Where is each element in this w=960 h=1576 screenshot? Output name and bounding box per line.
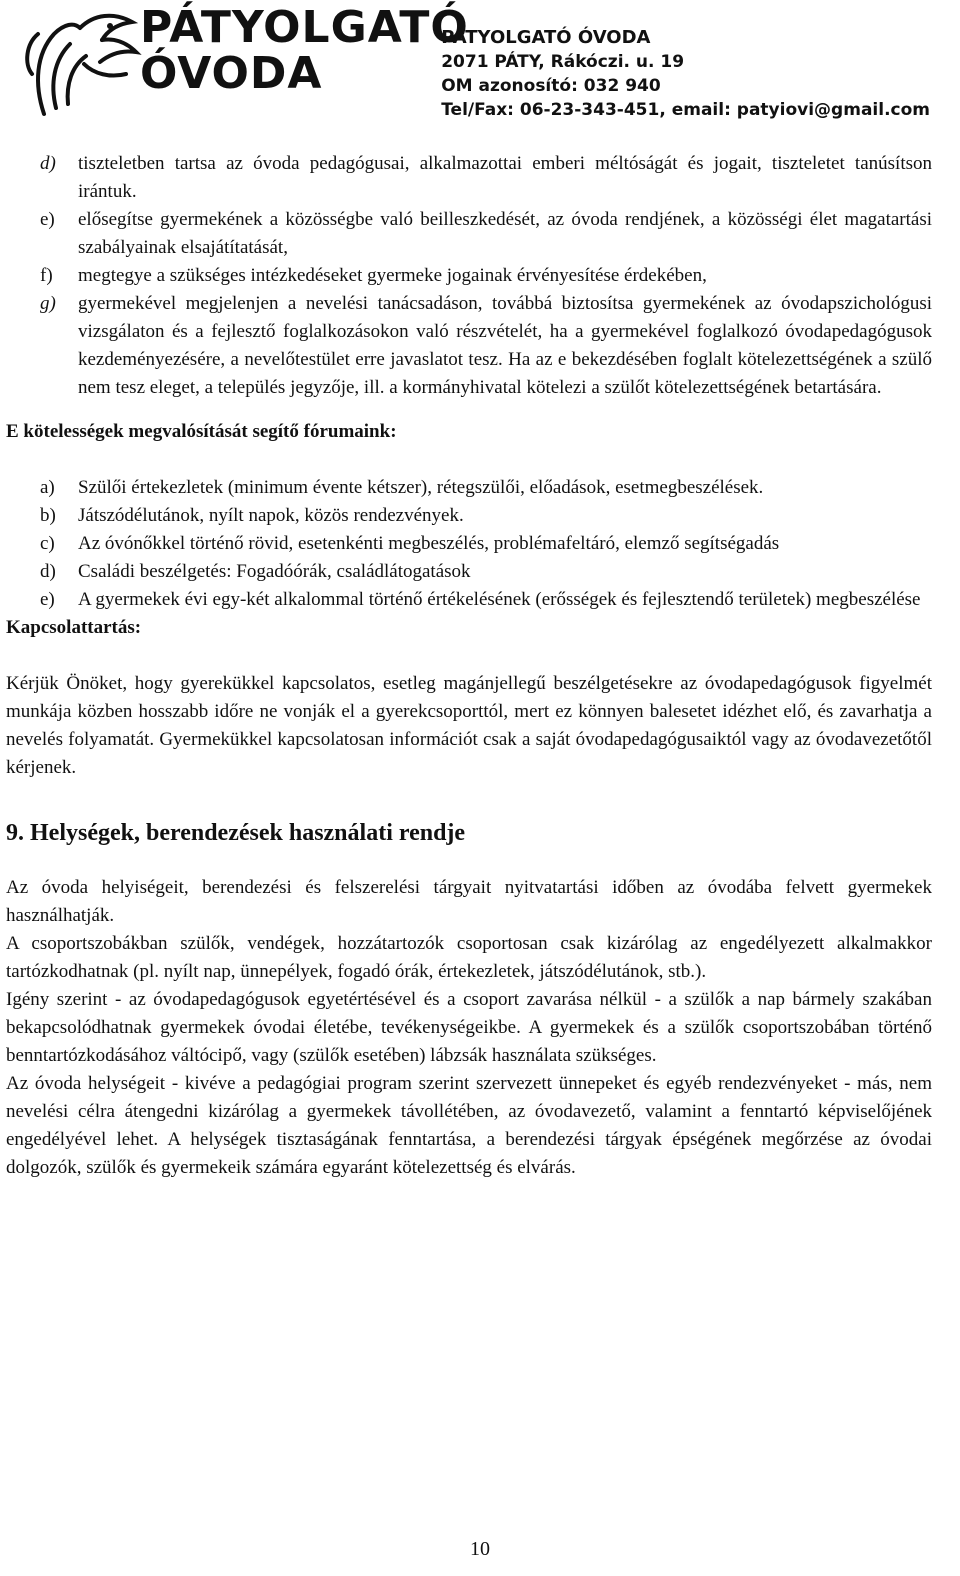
list-item (0, 290, 960, 402)
hand-dove-logo-icon (14, 4, 154, 124)
page-header (0, 0, 960, 136)
list-letter: c) (40, 533, 55, 554)
list-letter: d) (40, 561, 56, 582)
list-item (0, 206, 960, 262)
contact-address: 2071 PÁTY, Rákóczi. u. 19 (441, 52, 685, 72)
list-text: elősegítse gyermekének a közösségbe való beilleszkedését, az óvoda rendjének, a közösségi élet magatartási szabályainak elsajátítatását, (78, 209, 932, 258)
contact-tel: Tel/Fax: 06-23-343-451, email: patyiovi@gmail.com (441, 100, 930, 120)
section-9-paragraph: Igény szerint - az óvodapedagógusok egyetértésével és a csoport zavarása nélkül - a szülők a nap bármely szakában bekapcsolódhatnak gyermekek óvodai életébe, tevékenységeikbe. A gyermekek és a szülők csoportszobában történő benntartózkodásához váltócipő, vagy (szülők esetében) lábzsák használata szükséges. (6, 989, 932, 1066)
list-item (0, 586, 960, 614)
list-text: gyermekével megjelenjen a nevelési tanácsadáson, továbbá biztosítsa gyermekének az óvodapszichológusi vizsgálaton és a fejlesztő foglalkozásokon való részvételét, ha a gyermekével foglalkozó óvodapedagógusok kezdeményezésére, a nevelőtestület erre javaslatot tesz. Ha az e bekezdésében foglalt kötelezettségének a szülő nem tesz eleget, a település jegyzője, ill. a kormányhivatal kötelezi a szülőt kötelezettségének betartására. (78, 293, 932, 398)
list-text: megtegye a szükséges intézkedéseket gyermeke jogainak érvényesítése érdekében, (78, 265, 707, 286)
forums-section-title: E kötelességek megvalósítását segítő fórumaink: (6, 421, 397, 442)
section-9-paragraph: A csoportszobákban szülők, vendégek, hozzátartozók csoportosan csak kizárólag az engedélyezett alkalmakkor tartózkodhatnak (pl. nyílt nap, ünnepélyek, fogadó órák, értekezletek, játszódélutánok, stb.). (6, 933, 932, 982)
list-item (0, 558, 960, 586)
contact-om: OM azonosító: 032 940 (441, 76, 661, 96)
list-item (0, 150, 960, 206)
list-item (0, 530, 960, 558)
list-item (0, 474, 960, 502)
list-letter: f) (40, 265, 53, 286)
list-text: Szülői értekezletek (minimum évente kétszer), rétegszülői, előadások, esetmegbeszélések. (78, 477, 764, 498)
kapcsolattartas-paragraph: Kérjük Önöket, hogy gyerekükkel kapcsolatos, esetleg magánjellegű beszélgetésekre az óvodapedagógusok figyelmét munkája közben hosszabb időre ne vonják el a gyerekcsoporttól, mert ez könnyen balesetet idézhet elő, és zavarhatja a nevelés folyamatát. Gyermekükkel kapcsolatosan információt csak a saját óvodapedagógusaiktól vagy az óvodavezetőtől kérjenek. (6, 673, 932, 778)
section-9-title: 9. Helységek, berendezések használati rendje (6, 820, 466, 846)
list-letter: a) (40, 477, 55, 498)
forums-list (0, 474, 960, 614)
list-letter: e) (40, 209, 55, 230)
list-item (0, 502, 960, 530)
kapcsolattartas-heading: Kapcsolattartás: (6, 617, 142, 638)
list-item (0, 262, 960, 290)
section-9-paragraph: Az óvoda helyiségeit, berendezési és felszerelési tárgyait nyitvatartási időben az óvodába felvett gyermekek használhatják. (6, 877, 932, 926)
section-9-paragraph: Az óvoda helységeit - kivéve a pedagógiai program szerint szervezett ünnepeket és egyéb rendezvényeket - más, nem nevelési célra átengedni kizárólag a gyermekek távollétében, az óvodavezető, valamint a fenntartó képviselőjének engedélyével lehet. A helységek tisztaságának fenntartása, a berendezési tárgyak épségének megőrzése az óvodai dolgozók, szülők és gyermekeik számára egyaránt kötelezettség és elvárás. (6, 1073, 932, 1178)
document-body (0, 150, 960, 1182)
list-letter: g) (40, 293, 56, 314)
list-text: Játszódélutánok, nyílt napok, közös rendezvények. (78, 505, 464, 526)
logo-text-line2: ÓVODA (140, 48, 323, 99)
list-text: tiszteletben tartsa az óvoda pedagógusai, alkalmazottai emberi méltóságát és jogait, tiszteletet tanúsítson irántuk. (78, 153, 932, 202)
page-number: 10 (470, 1538, 490, 1560)
list-text: A gyermekek évi egy-két alkalommal történő értékelésének (erősségek és fejlesztendő területek) megbeszélése (78, 589, 921, 610)
logo-text (140, 2, 469, 99)
list-letter: b) (40, 505, 56, 526)
list-text: Az óvónőkkel történő rövid, esetenkénti megbeszélés, problémafeltáró, elemző segítségadás (78, 533, 780, 554)
obligations-list (0, 150, 960, 402)
list-letter: e) (40, 589, 55, 610)
contact-block (441, 26, 930, 122)
logo-text-line1: PÁTYOLGATÓ (140, 2, 469, 53)
list-text: Családi beszélgetés: Fogadóórák, családlátogatások (78, 561, 471, 582)
list-letter: d) (40, 153, 56, 174)
contact-title: PÁTYOLGATÓ ÓVODA (441, 27, 651, 48)
